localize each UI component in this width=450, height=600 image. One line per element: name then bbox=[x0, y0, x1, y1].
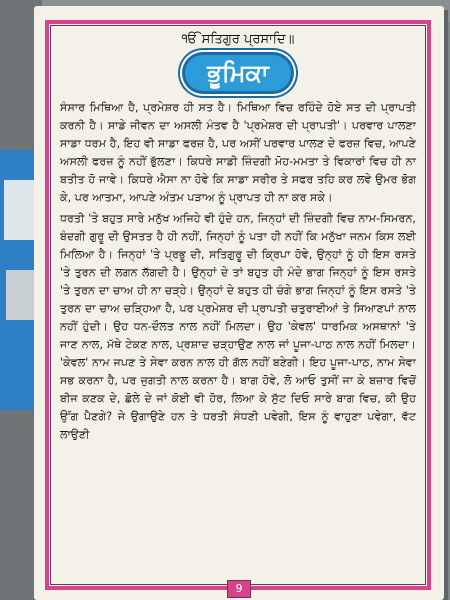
title-wrap bbox=[60, 55, 416, 91]
adjacent-book-cover-panel-lower bbox=[6, 270, 34, 320]
book-page bbox=[34, 6, 444, 600]
page-number: 9 bbox=[227, 580, 251, 598]
adjacent-book-cover-panel bbox=[4, 180, 36, 240]
page-title: ਭੂਮਿਕਾ bbox=[185, 55, 290, 91]
paragraph-2: ਧਰਤੀ 'ਤੇ ਬਹੁਤ ਸਾਰੇ ਮਨੁੱਖ ਅਜਿਹੇ ਵੀ ਹੁੰਦੇ ਹਨ, ਜਿਨ੍ਹਾਂ ਦੀ ਜ਼ਿੰਦਗੀ ਵਿਚ ਨਾਮ-ਸਿਮਰਨ, ਬੰਦਗੀ ਗੁਰੂ ਦੀ ਉਸਤਤ ਹੈ ਹੀ ਨਹੀਂ, ਜਿਨ੍ਹਾਂ ਨੂੰ ਪਤਾ ਹੀ ਨਹੀਂ ਕਿ ਮਨੁੱਖਾ ਜਨਮ ਕਿਸ ਲਈ ਮਿਲਿਆ ਹੈ। ਜਿਨ੍ਹਾਂ 'ਤੇ ਪ੍ਰਭੂ ਦੀ, ਸਤਿਗੁਰੂ ਦੀ ਕ੍ਰਿਪਾ ਹੋਵੇ, ਉਨ੍ਹਾਂ ਨੂੰ ਹੀ ਇਸ ਰਸਤੇ 'ਤੇ ਤੁਰਨ ਦੀ ਲਗਨ ਲੱਗਦੀ ਹੈ। ਉਨ੍ਹਾਂ ਦੇ ਤਾਂ ਬਹੁਤ ਹੀ ਮੰਦੇ ਭਾਗ ਜਿਨ੍ਹਾਂ ਨੂੰ ਇਸ ਰਸਤੇ 'ਤੇ ਤੁਰਨ ਦਾ ਚਾਅ ਹੀ ਨਾ ਚੜ੍ਹੇ। ਉਨ੍ਹਾਂ ਦੇ ਬਹੁਤ ਹੀ ਚੰਗੇ ਭਾਗ ਜਿਨ੍ਹਾਂ ਨੂੰ ਇਸ ਰਸਤੇ 'ਤੇ ਤੁਰਨ ਦਾ ਚਾਅ ਚੜ੍ਹਿਆ ਹੈ, ਪਰ ਪ੍ਰਮੇਸ਼ਰ ਦੀ ਪ੍ਰਾਪਤੀ ਚਤੁਰਾਈਆਂ ਤੇ ਸਿਆਣਪਾਂ ਨਾਲ ਨਹੀਂ ਹੁੰਦੀ। ਉਹ ਧਨ-ਦੌਲਤ ਨਾਲ ਨਹੀਂ ਮਿਲਦਾ। ਉਹ 'ਕੇਵਲ' ਧਾਰਮਿਕ ਅਸਥਾਨਾਂ 'ਤੇ ਜਾਣ ਨਾਲ, ਮੱਥੇ ਟੇਕਣ ਨਾਲ, ਪ੍ਰਸ਼ਾਦ ਚੜ੍ਹਾਉਣ ਨਾਲ ਜਾਂ ਪੂਜਾ-ਪਾਠ ਨਾਲ ਨਹੀਂ ਮਿਲਦਾ। 'ਕੇਵਲ' ਨਾਮ ਜਪਣ ਤੇ ਸੇਵਾ ਕਰਨ ਨਾਲ ਹੀ ਗੱਲ ਨਹੀਂ ਬਣੇਗੀ। ਇਹ ਪੂਜਾ-ਪਾਠ, ਨਾਮ ਸੇਵਾ ਸਭ ਕਰਨਾ ਹੈ, ਪਰ ਜੁਗਤੀ ਨਾਲ ਕਰਨਾ ਹੈ। ਬਾਗ ਹੋਵੇ, ਲੋ ਆਓ ਤੁਸੀਂ ਜਾ ਕੇ ਬਜ਼ਾਰ ਵਿਚੋਂ ਬੀਜ ਕਣਕ ਦੇ, ਛੋਲੇ ਦੇ ਜਾਂ ਕੋਈ ਵੀ ਹੋਰ, ਲਿਆ ਕੇ ਸੁੱਟ ਦਿਓ ਸਾਰੇ ਬਾਗ ਵਿਚ, ਕੀ ਉਹ ਉੱਗ ਪੈਣਗੇ? ਜੇ ਉਗਾਉਣੇ ਹਨ ਤੇ ਧਰਤੀ ਸੰਧਣੀ ਪਵੇਗੀ, ਇਸ ਨੂੰ ਵਾਹੁਣਾ ਪਵੇਗਾ, ਵੱਟ ਲਾਉਣੀ bbox=[60, 212, 416, 441]
invocation-heading: ੴ ਸਤਿਗੁਰ ਪ੍ਰਸਾਦਿ॥ bbox=[181, 32, 295, 47]
page-content bbox=[60, 28, 416, 444]
paragraph-1: ਸੰਸਾਰ ਮਿਥਿਆ ਹੈ, ਪ੍ਰਮੇਸ਼ਰ ਹੀ ਸਤ ਹੈ। ਮਿਥਿਆ ਵਿਚ ਰਹਿੰਦੇ ਹੋਏ ਸਤ ਦੀ ਪ੍ਰਾਪਤੀ ਕਰਨੀ ਹੈ। ਸਾਡੇ ਜੀਵਨ ਦਾ ਅਸਲੀ ਮੰਤਵ ਹੈ 'ਪ੍ਰਮੇਸ਼ਰ ਦੀ ਪ੍ਰਾਪਤੀ'। ਪਰਵਾਰ ਪਾਲਣਾ ਸਾਡਾ ਧਰਮ ਹੈ, ਇਹ ਵੀ ਸਾਡਾ ਫਰਜ਼ ਹੈ, ਪਰ ਅਸੀਂ ਪਰਵਾਰ ਪਾਲਣ ਦੇ ਫਰਜ਼ ਵਿਚ, ਆਪਣੇ ਅਸਲੀ ਫਰਜ਼ ਨੂੰ ਨਹੀਂ ਭੁੱਲਣਾ। ਕਿਧਰੇ ਸਾਡੀ ਜ਼ਿੰਦਗੀ ਮੋਹ-ਮਮਤਾ ਤੇ ਵਿਕਾਰਾਂ ਵਿਚ ਹੀ ਨਾ ਬਤੀਤ ਹੋ ਜਾਵੇ। ਕਿਧਰੇ ਐਸਾ ਨਾ ਹੋਵੇ ਕਿ ਸਾਡਾ ਸਰੀਰ ਤੇ ਸਫਰ ਤਹਿ ਕਰ ਲਵੇ ਉਮਰ ਭੋਗ ਕੇ, ਪਰ ਆਤਮਾ, ਆਪਣੇ ਅੰਤਮ ਪੜਾਅ ਨੂੰ ਪ੍ਰਾਪਤ ਹੀ ਨਾ ਕਰ ਸਕੇ। bbox=[60, 101, 416, 204]
